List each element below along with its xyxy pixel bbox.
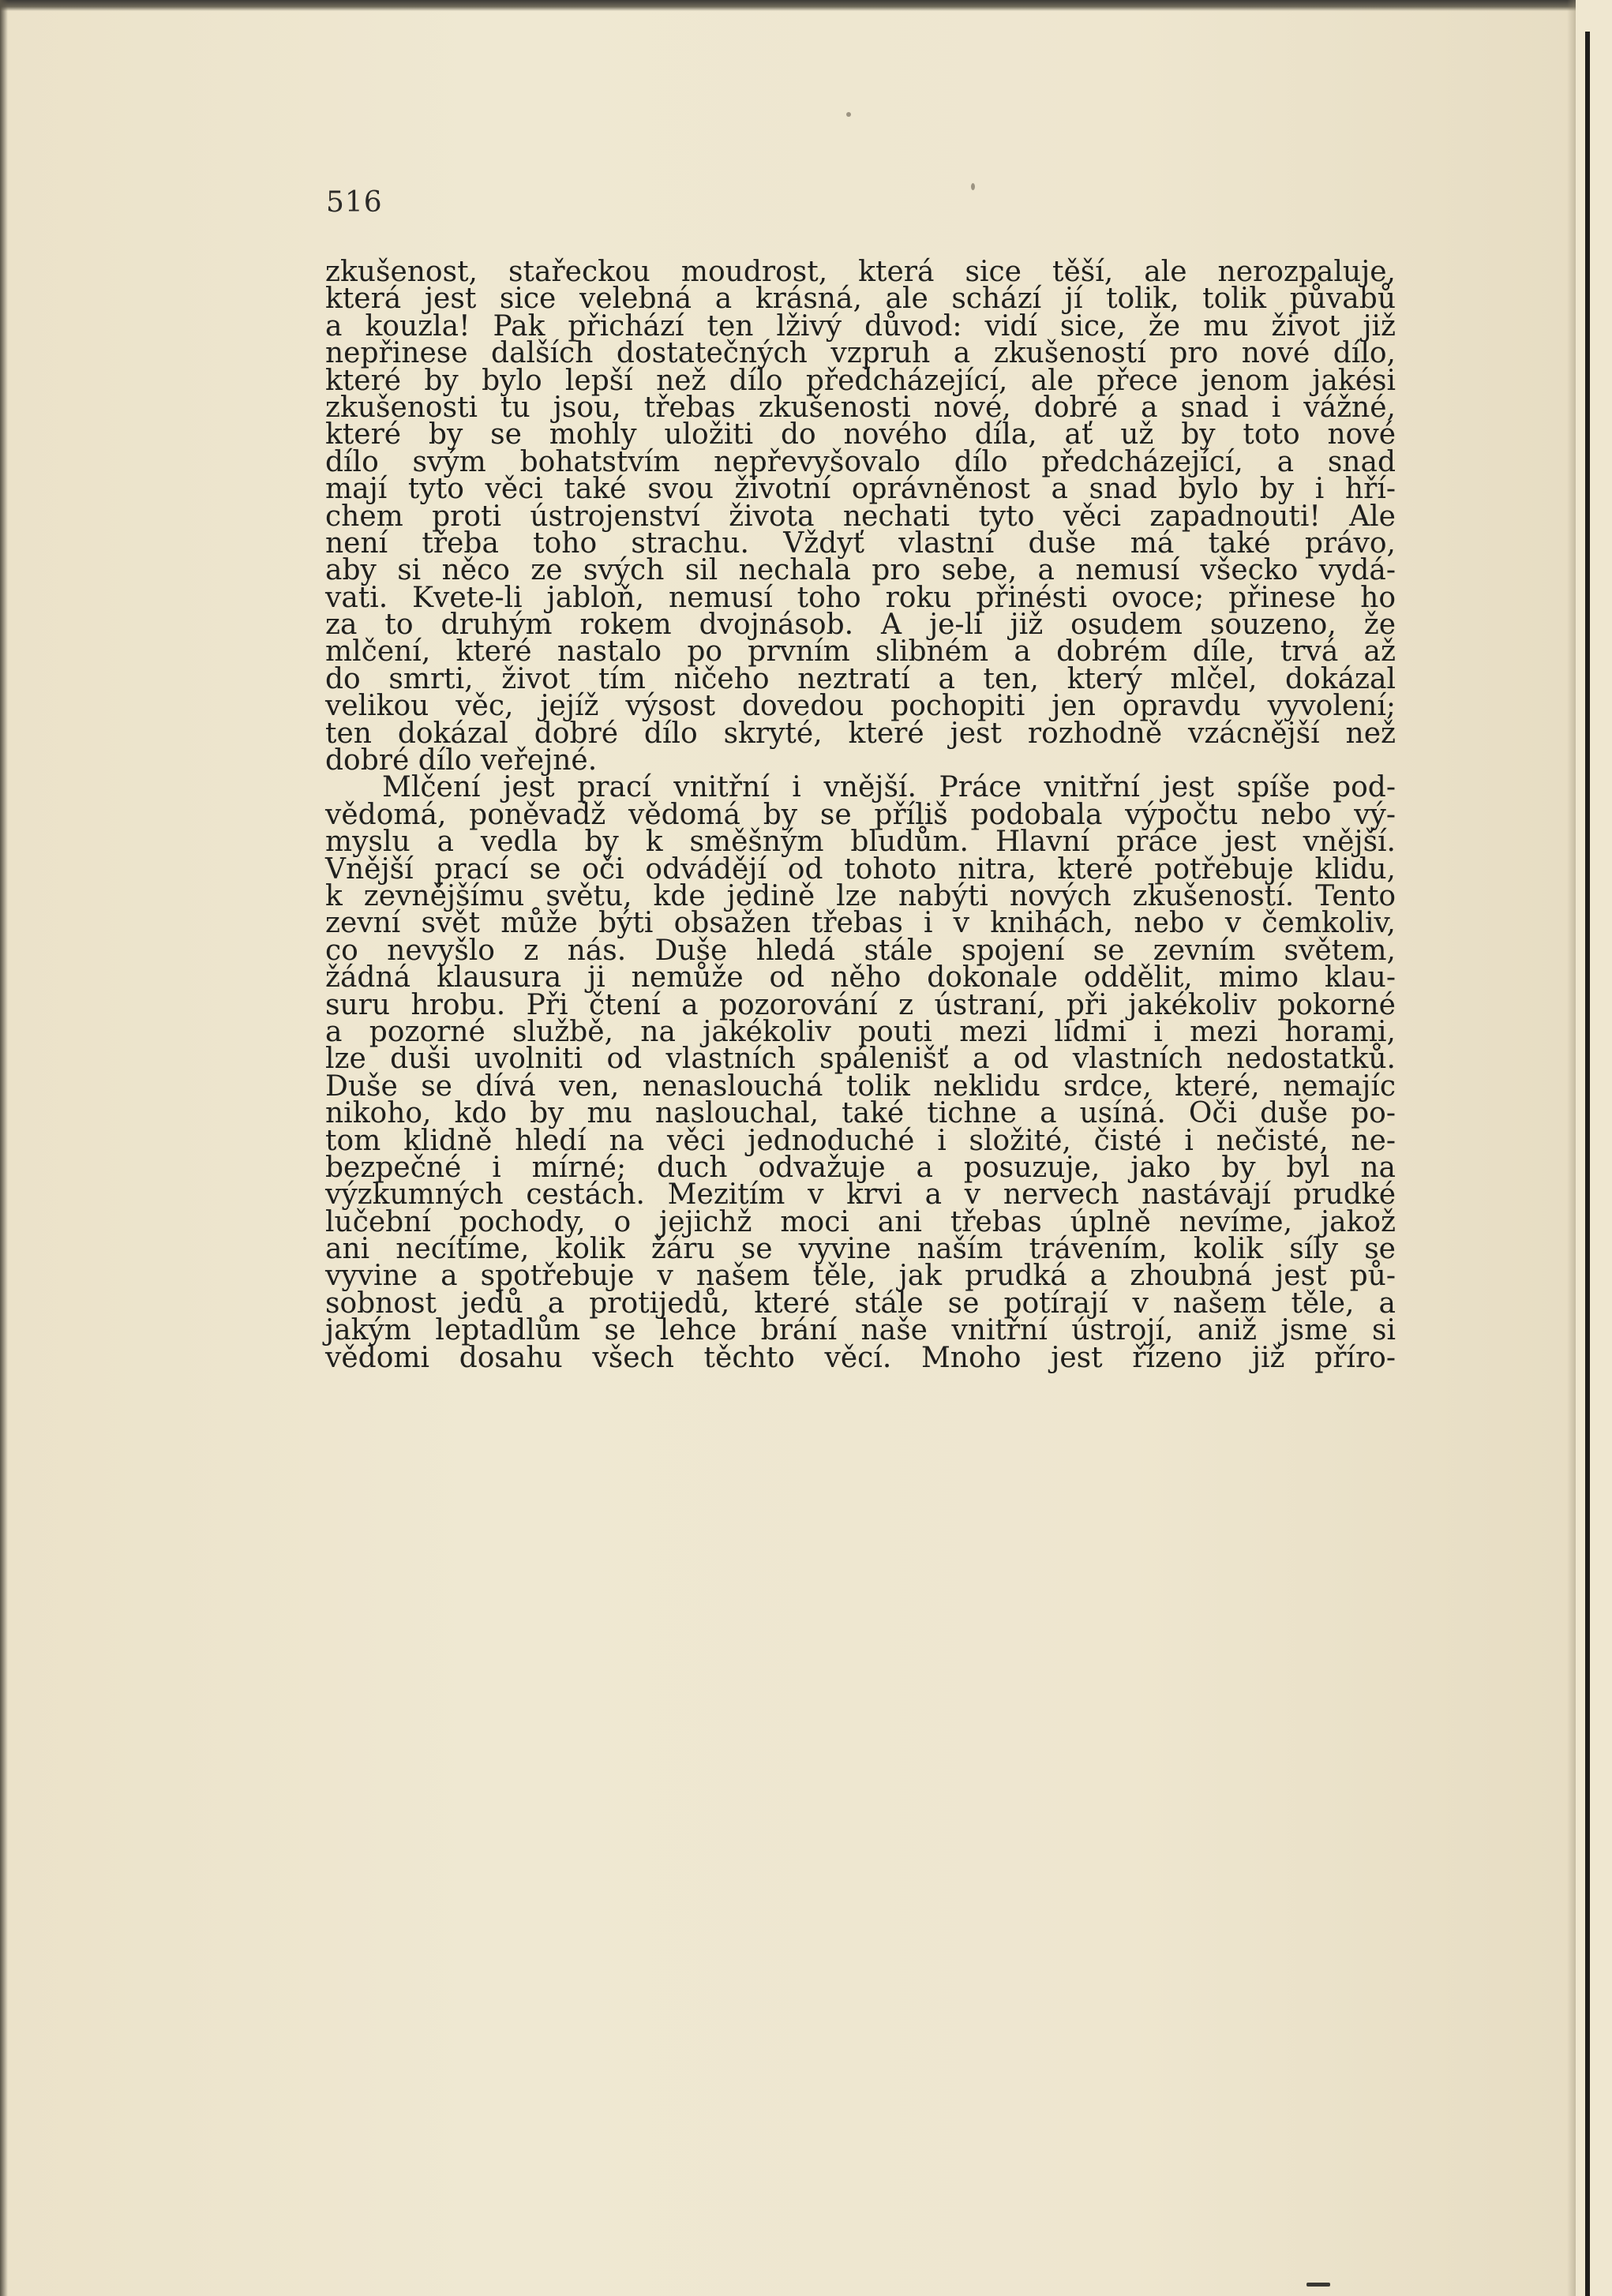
text-line: nepřinese dalších dostatečných vzpruh a zkušeností pro nové dílo,: [325, 337, 1396, 370]
paper-speck: [846, 112, 851, 117]
text-line: Mlčení jest prací vnitřní i vnější. Práce vnitřní jest spíše pod-: [382, 771, 1396, 804]
paper-speck: [971, 183, 975, 190]
text-line: ani necítíme, kolik žáru se vyvine naším trávením, kolik síly se: [325, 1233, 1396, 1266]
page-top-edge: [0, 0, 1612, 11]
text-line: tom klidně hledí na věci jednoduché i složité, čisté i nečisté, ne-: [325, 1124, 1396, 1157]
text-line: zkušenosti tu jsou, třebas zkušenosti nové, dobré a snad i vážné,: [325, 391, 1396, 424]
text-line: lze duši uvolniti od vlastních spálenišť a od vlastních nedostatků.: [325, 1043, 1396, 1076]
text-line: zkušenost, stařeckou moudrost, která sice těší, ale nerozpaluje,: [325, 256, 1396, 288]
text-line: a pozorné službě, na jakékoliv pouti mezi lidmi i mezi horami,: [325, 1015, 1396, 1048]
text-line: a kouzla! Pak přichází ten lživý důvod: vidí sice, že mu život již: [325, 309, 1396, 343]
paper-speck: [1306, 2283, 1330, 2287]
text-line: suru hrobu. Při čtení a pozorování z ústraní, při jakékoliv pokorné: [325, 988, 1396, 1021]
paragraph: [325, 256, 1396, 777]
text-line: Vnější prací se oči odvádějí od tohoto nitra, které potřebuje klidu,: [325, 852, 1396, 886]
text-line: zevní svět může býti obsažen třebas i v knihách, nebo v čemkoliv,: [325, 907, 1396, 940]
page-number: 516: [326, 186, 383, 219]
text-line: výzkumných cestách. Mezitím v krvi a v nervech nastávají prudké: [325, 1178, 1396, 1212]
text-line: do smrti, život tím ničeho neztratí a ten, který mlčel, dokázal: [325, 662, 1396, 695]
text-line: které by se mohly uložiti do nového díla, ať už by toto nové: [325, 418, 1396, 451]
page-spine-shadow: [0, 0, 8, 2296]
text-line: vědomá, poněvadž vědomá by se příliš podobala výpočtu nebo vý-: [325, 798, 1396, 831]
text-line: dobré dílo veřejné.: [325, 744, 598, 777]
text-line: k zevnějšímu světu, kde jedině lze nabýti nových zkušeností. Tento: [325, 879, 1396, 912]
text-line: vati. Kvete-li jabloň, nemusí toho roku přinésti ovoce; přinese ho: [325, 581, 1396, 614]
paragraph: [325, 771, 1396, 1374]
page-right-margin: [1576, 0, 1612, 2296]
text-line: které by bylo lepší než dílo předcházející, ale přece jenom jakési: [325, 364, 1396, 397]
page-right-edge: [1585, 32, 1590, 2296]
text-line: mlčení, které nastalo po prvním slibném a dobrém díle, trvá až: [325, 635, 1396, 669]
text-line: vyvine a spotřebuje v našem těle, jak prudká a zhoubná jest pů-: [325, 1260, 1396, 1293]
text-line: bezpečné i mírné; duch odvažuje a posuzuje, jako by byl na: [325, 1151, 1396, 1184]
text-line: lučební pochody, o jejichž moci ani třebas úplně nevíme, jakož: [325, 1205, 1396, 1238]
text-line: aby si něco ze svých sil nechala pro sebe, a nemusí všecko vydá-: [325, 554, 1396, 587]
text-line: co nevyšlo z nás. Duše hledá stále spojení se zevním světem,: [325, 934, 1396, 967]
text-line: která jest sice velebná a krásná, ale schází jí tolik, tolik půvabů: [325, 283, 1396, 316]
text-line: žádná klausura ji nemůže od něho dokonale oddělit, mimo klau-: [325, 961, 1396, 994]
text-line: není třeba toho strachu. Vždyť vlastní duše má také právo,: [325, 526, 1396, 560]
text-line: velikou věc, jejíž výsost dovedou pochopiti jen opravdu vyvolení;: [325, 690, 1396, 723]
text-line: nikoho, kdo by mu naslouchal, také tichne a usíná. Oči duše po-: [325, 1097, 1396, 1130]
text-line: ten dokázal dobré dílo skryté, které jest rozhodně vzácnější než: [325, 717, 1396, 750]
text-line: myslu a vedla by k směšným bludům. Hlavní práce jest vnější.: [325, 826, 1396, 859]
text-line: vědomi dosahu všech těchto věcí. Mnoho jest řízeno již příro-: [325, 1341, 1396, 1374]
text-line: jakým leptadlům se lehce brání naše vnitřní ústrojí, aniž jsme si: [325, 1314, 1396, 1347]
text-line: dílo svým bohatstvím nepřevyšovalo dílo předcházející, a snad: [325, 445, 1396, 478]
body-text: [325, 256, 1396, 1374]
text-line: sobnost jedů a protijedů, které stále se potírají v našem těle, a: [325, 1287, 1396, 1320]
text-line: Duše se dívá ven, nenaslouchá tolik neklidu srdce, které, nemajíc: [325, 1069, 1396, 1103]
text-line: mají tyto věci také svou životní oprávněnost a snad bylo by i hří-: [325, 473, 1396, 506]
text-line: chem proti ústrojenství života nechati tyto věci zapadnouti! Ale: [325, 500, 1396, 533]
text-line: za to druhým rokem dvojnásob. A je-li již osudem souzeno, že: [325, 609, 1396, 642]
